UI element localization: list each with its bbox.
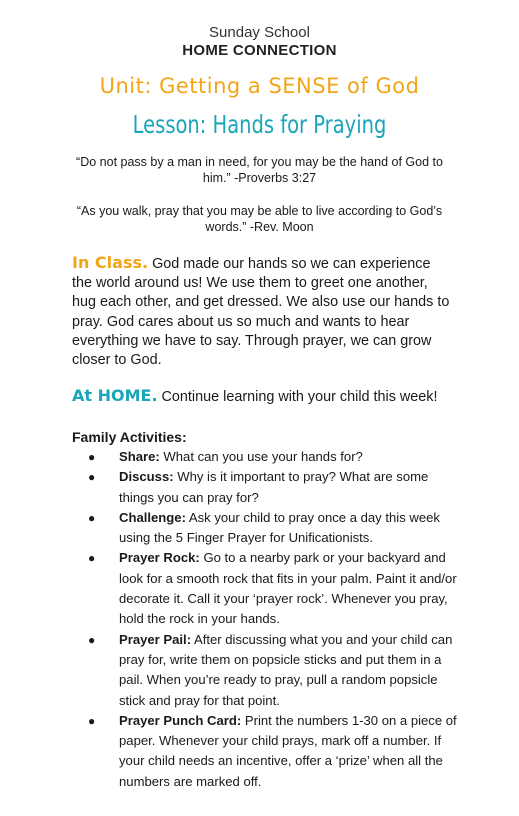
- activity-prayer-rock: [72, 548, 462, 629]
- activity-label: Prayer Pail:: [119, 631, 192, 647]
- activity-share: [72, 447, 462, 467]
- unit-title: Unit: Getting a SENSE of God: [99, 74, 420, 98]
- bullet-icon: ●: [88, 632, 96, 647]
- bullet-icon: ●: [88, 510, 96, 525]
- bullet-icon: ●: [88, 713, 96, 728]
- activity-text: Ask your child to pray once a day this week using the 5 Finger Prayer for Unificationists.: [119, 509, 440, 546]
- activity-prayer-punch-card: [72, 711, 462, 792]
- family-activities: [72, 429, 462, 792]
- activity-prayer-pail: [72, 630, 462, 711]
- activity-text: Print the numbers 1-30 on a piece of paper. Whenever your child prays, mark off a number. If your child needs an incentive, offer a ‘prize’ when all the numbers are marked off.: [119, 712, 457, 789]
- activities-heading: Family Activities:: [72, 429, 187, 445]
- activity-challenge: [72, 508, 462, 549]
- activity-label: Prayer Punch Card:: [119, 712, 242, 728]
- bullet-icon: ●: [88, 450, 96, 464]
- activity-discuss: [72, 467, 462, 508]
- in-class-text: God made our hands so we can experience the world around us! We use them to greet one another, hug each other, and get dressed. We also use our hands to pray. God cares about us so much and wants to hear everything we have to say. Through prayer, we can grow closer to God.: [72, 256, 450, 369]
- quote-proverbs: “Do not pass by a man in need, for you may be the hand of God to him.” -Proverbs 3:27: [76, 155, 443, 185]
- at-home-section: [72, 386, 452, 407]
- activity-label: Prayer Rock:: [119, 550, 200, 566]
- header: [0, 24, 519, 60]
- activities-list: [72, 447, 462, 792]
- activity-text: What can you use your hands for?: [163, 449, 363, 464]
- in-class-tag: In Class.: [72, 253, 149, 272]
- activity-text: After discussing what you and your child can pray for, write them on popsicle sticks and put them in a pail. When you’re ready to pray, pull a random popsicle stick and pray for that point.: [119, 631, 453, 708]
- activity-label: Discuss:: [119, 469, 174, 485]
- bullet-icon: ●: [88, 470, 96, 485]
- bullet-icon: ●: [88, 551, 96, 566]
- activity-label: Challenge:: [119, 509, 186, 525]
- activity-label: Share:: [119, 449, 160, 464]
- at-home-text: Continue learning with your child this week!: [161, 389, 438, 405]
- activity-text: Go to a nearby park or your backyard and look for a smooth rock that fits in your palm. Paint it and/or decorate it. Call it your ‘prayer rock’. Whenever you pray, hold the rock in your hands.: [119, 550, 457, 627]
- header-title: HOME CONNECTION: [182, 42, 337, 59]
- header-kicker: Sunday School: [209, 24, 310, 41]
- lesson-title: Lesson: Hands for Praying: [132, 110, 387, 139]
- quote-rev-moon: “As you walk, pray that you may be able to live according to God’s words.” -Rev. Moon: [76, 204, 443, 234]
- in-class-section: [72, 253, 452, 370]
- activity-text: Why is it important to pray? What are some things you can pray for?: [119, 469, 429, 505]
- at-home-tag: At HOME.: [72, 386, 158, 405]
